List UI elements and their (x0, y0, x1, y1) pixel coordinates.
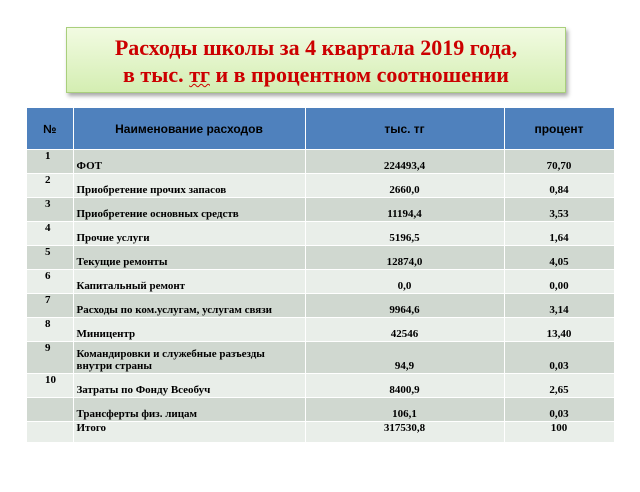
row-amount: 12874,0 (305, 246, 504, 270)
row-amount: 9964,6 (305, 294, 504, 318)
row-num: 2 (27, 174, 73, 198)
row-percent: 0,03 (504, 398, 614, 422)
table-total-row (27, 422, 614, 442)
row-amount: 5196,5 (305, 222, 504, 246)
row-percent: 1,64 (504, 222, 614, 246)
row-name: Затраты по Фонду Всеобуч (73, 374, 305, 398)
row-name: Приобретение прочих запасов (73, 174, 305, 198)
title-line-2-suffix: и в процентном соотношении (209, 62, 509, 87)
table-row (27, 222, 614, 246)
row-num: 7 (27, 294, 73, 318)
header-amount: тыс. тг (305, 108, 504, 150)
row-percent: 3,14 (504, 294, 614, 318)
expenses-table (27, 108, 615, 442)
row-name: Командировки и служебные разъезды внутри страны (73, 342, 305, 374)
row-name: Прочие услуги (73, 222, 305, 246)
row-num: 4 (27, 222, 73, 246)
row-amount: 42546 (305, 318, 504, 342)
title-line-1: Расходы школы за 4 квартала 2019 года, (114, 35, 518, 60)
title-currency-word: тг (189, 62, 210, 87)
row-num: 10 (27, 374, 73, 398)
row-percent: 3,53 (504, 198, 614, 222)
row-amount: 8400,9 (305, 374, 504, 398)
row-amount: 106,1 (305, 398, 504, 422)
slide-title (66, 27, 566, 93)
row-percent: 2,65 (504, 374, 614, 398)
total-amount: 317530,8 (305, 422, 504, 442)
row-num (27, 422, 73, 442)
table-row (27, 342, 614, 374)
row-percent: 13,40 (504, 318, 614, 342)
table-row (27, 198, 614, 222)
row-amount: 94,9 (305, 342, 504, 374)
table-row (27, 294, 614, 318)
row-percent: 0,84 (504, 174, 614, 198)
title-line-2 (67, 61, 565, 88)
row-amount: 224493,4 (305, 150, 504, 174)
row-amount: 2660,0 (305, 174, 504, 198)
header-num: № (27, 108, 73, 150)
row-num: 5 (27, 246, 73, 270)
total-label: Итого (73, 422, 305, 442)
row-name: Миницентр (73, 318, 305, 342)
row-amount: 0,0 (305, 270, 504, 294)
row-num (27, 398, 73, 422)
total-percent: 100 (504, 422, 614, 442)
title-line-2-prefix: в тыс. (123, 62, 190, 87)
table-row (27, 318, 614, 342)
row-name: Текущие ремонты (73, 246, 305, 270)
row-num: 9 (27, 342, 73, 374)
row-amount: 11194,4 (305, 198, 504, 222)
row-num: 3 (27, 198, 73, 222)
row-percent: 70,70 (504, 150, 614, 174)
row-percent: 0,03 (504, 342, 614, 374)
table-row (27, 174, 614, 198)
table-row (27, 246, 614, 270)
row-name: Расходы по ком.услугам, услугам связи (73, 294, 305, 318)
header-name: Наименование расходов (73, 108, 305, 150)
row-name: ФОТ (73, 150, 305, 174)
row-name: Капитальный ремонт (73, 270, 305, 294)
table-row (27, 150, 614, 174)
table-row (27, 398, 614, 422)
row-num: 8 (27, 318, 73, 342)
table-row (27, 270, 614, 294)
table-header-row (27, 108, 614, 150)
row-num: 1 (27, 150, 73, 174)
table-row (27, 374, 614, 398)
row-percent: 0,00 (504, 270, 614, 294)
header-percent: процент (504, 108, 614, 150)
row-percent: 4,05 (504, 246, 614, 270)
row-name: Трансферты физ. лицам (73, 398, 305, 422)
row-name: Приобретение основных средств (73, 198, 305, 222)
row-num: 6 (27, 270, 73, 294)
